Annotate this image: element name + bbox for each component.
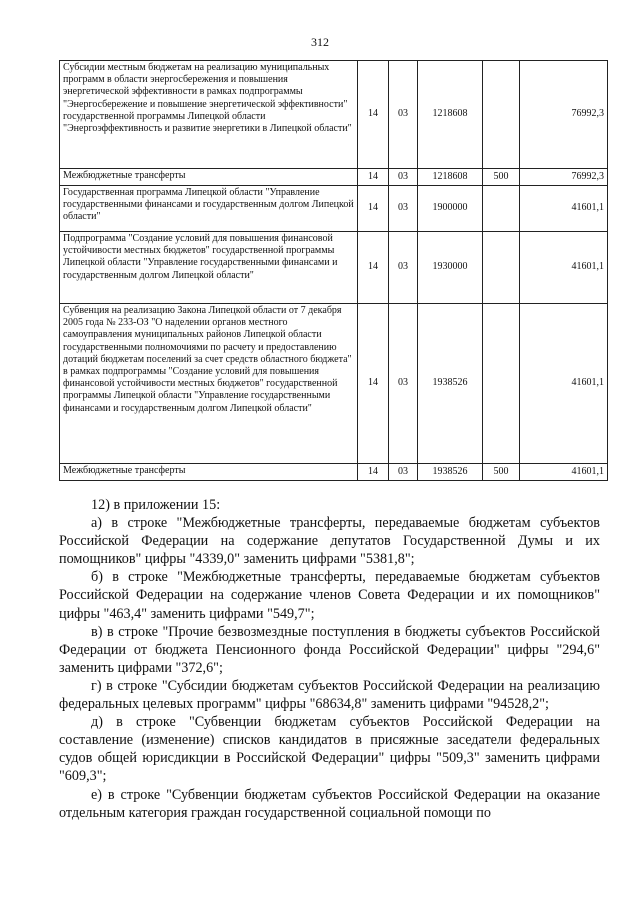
table-row xyxy=(60,186,608,232)
row-target: 1218608 xyxy=(418,61,483,169)
table-row xyxy=(60,61,608,169)
row-subsection: 03 xyxy=(389,169,418,186)
row-section: 14 xyxy=(358,304,389,464)
row-name: Межбюджетные трансферты xyxy=(60,464,358,481)
row-target: 1900000 xyxy=(418,186,483,232)
table-row xyxy=(60,304,608,464)
paragraph-a: а) в строке "Межбюджетные трансферты, передаваемые бюджетам субъектов Российской Федерации на содержание депутатов Государственной Думы и их помощников" цифры "4339,0" заменить цифрами "5381,8"; xyxy=(59,515,600,568)
paragraph-e: е) в строке "Субвенции бюджетам субъектов Российской Федерации на оказание отдельным категория граждан государственной социальной помощи по xyxy=(59,786,600,821)
row-target: 1218608 xyxy=(418,169,483,186)
table-row xyxy=(60,464,608,481)
row-name: Государственная программа Липецкой области "Управление государственными финансами и государственным долгом Липецкой области" xyxy=(60,186,358,232)
row-amount: 41601,1 xyxy=(520,304,608,464)
row-subsection: 03 xyxy=(389,232,418,304)
row-amount: 76992,3 xyxy=(520,169,608,186)
row-type xyxy=(483,186,520,232)
row-section: 14 xyxy=(358,186,389,232)
table-row xyxy=(60,169,608,186)
row-type xyxy=(483,61,520,169)
budget-table xyxy=(59,60,608,481)
amendment-text xyxy=(59,496,600,822)
row-subsection: 03 xyxy=(389,464,418,481)
row-target: 1938526 xyxy=(418,304,483,464)
paragraph-d: д) в строке "Субвенции бюджетам субъектов Российской Федерации на составление (изменение) списков кандидатов в присяжные заседатели федеральных судов общей юрисдикции в Российской Федерации" цифры "509,3" заменить цифрами "609,3"; xyxy=(59,714,600,785)
row-type xyxy=(483,232,520,304)
row-name: Субсидии местным бюджетам на реализацию муниципальных программ в области энергосбережения и повышения энергетической эффективности в рамках подпрограммы "Энергосбережение и повышение энергетической эффективности" государственной программы Липецкой области "Энергоэффективность и развитие энергетики в Липецкой области" xyxy=(60,61,358,169)
row-amount: 41601,1 xyxy=(520,464,608,481)
row-amount: 41601,1 xyxy=(520,232,608,304)
row-name: Межбюджетные трансферты xyxy=(60,169,358,186)
row-section: 14 xyxy=(358,169,389,186)
paragraph-v: в) в строке "Прочие безвозмездные поступления в бюджеты субъектов Российской Федерации от бюджета Пенсионного фонда Российской Федерации" цифры "294,6" заменить цифрами "372,6"; xyxy=(59,623,600,676)
row-name: Субвенция на реализацию Закона Липецкой области от 7 декабря 2005 года № 233-ОЗ "О наделении органов местного самоуправления муниципальных районов Липецкой области государственными полномочиями по расчету и предоставлению дотаций бюджетам поселений за счет средств областного бюджета" в рамках подпрограммы "Создание условий для повышения финансовой устойчивости местных бюджетов" государственной программы Липецкой области "Управление государственными финансами и государственным долгом Липецкой области" xyxy=(60,304,358,464)
item-12-heading: 12) в приложении 15: xyxy=(91,497,221,513)
row-name: Подпрограмма "Создание условий для повышения финансовой устойчивости местных бюджетов" государственной программы Липецкой области "Управление государственными финансами и государственным долгом Липецкой области" xyxy=(60,232,358,304)
page-number: 312 xyxy=(311,35,329,49)
row-target: 1930000 xyxy=(418,232,483,304)
row-type xyxy=(483,304,520,464)
row-section: 14 xyxy=(358,61,389,169)
table-row xyxy=(60,232,608,304)
paragraph-g: г) в строке "Субсидии бюджетам субъектов Российской Федерации на реализацию федеральных целевых программ" цифры "68634,8" заменить цифрами "94528,2"; xyxy=(59,677,600,713)
row-type: 500 xyxy=(483,464,520,481)
row-target: 1938526 xyxy=(418,464,483,481)
row-subsection: 03 xyxy=(389,61,418,169)
paragraph-b: б) в строке "Межбюджетные трансферты, передаваемые бюджетам субъектов Российской Федерации на содержание членов Совета Федерации и их помощников" цифры "463,4" заменить цифрами "549,7"; xyxy=(59,569,600,622)
row-amount: 76992,3 xyxy=(520,61,608,169)
row-subsection: 03 xyxy=(389,304,418,464)
row-section: 14 xyxy=(358,232,389,304)
row-subsection: 03 xyxy=(389,186,418,232)
row-type: 500 xyxy=(483,169,520,186)
row-section: 14 xyxy=(358,464,389,481)
row-amount: 41601,1 xyxy=(520,186,608,232)
